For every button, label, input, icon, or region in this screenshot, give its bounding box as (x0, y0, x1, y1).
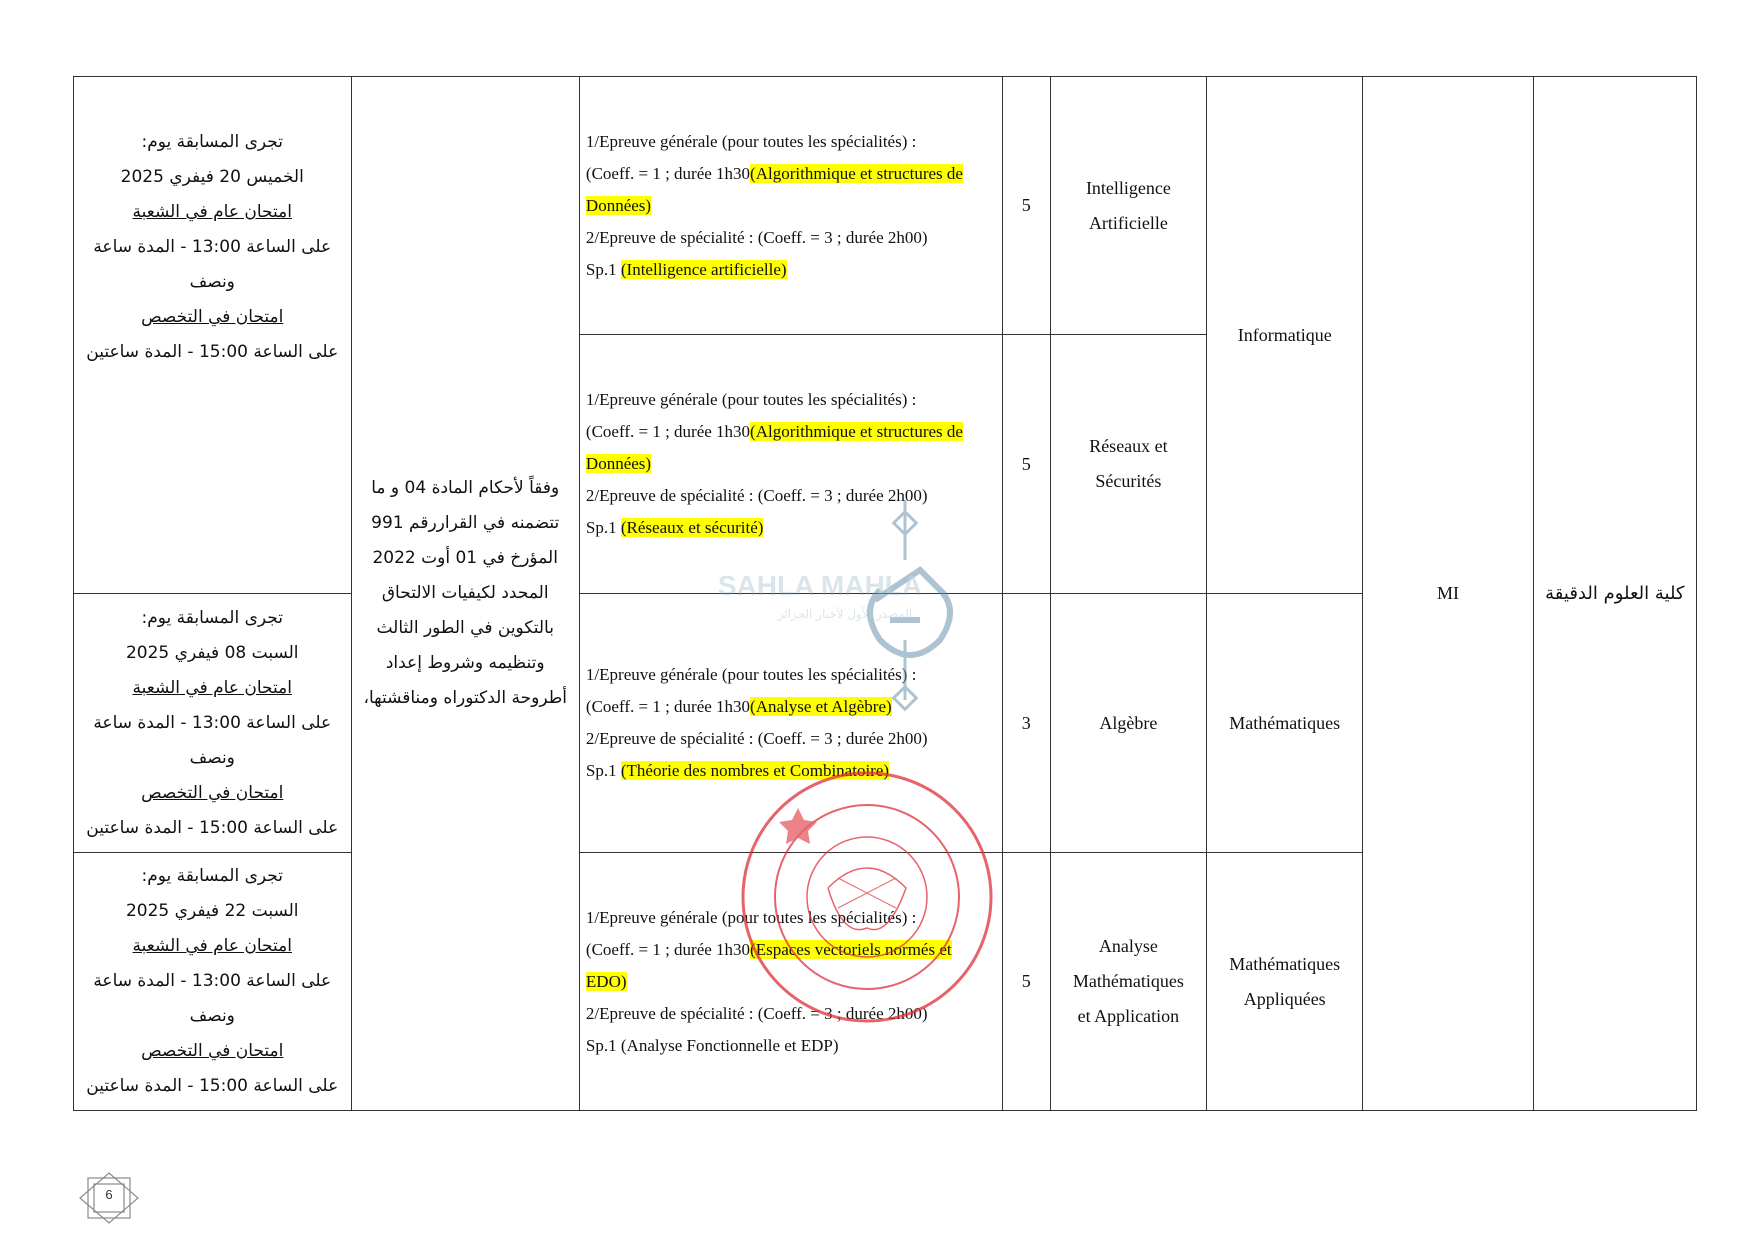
schedule-cell-2 (74, 594, 352, 853)
sp-topic-highlight: (Réseaux et sécurité) (620, 518, 764, 537)
general-exam-time: ونصف (189, 747, 235, 768)
places-count: 3 (1002, 594, 1050, 853)
specialty-exam-line: 2/Epreuve de spécialité : (Coeff. = 3 ; durée 2h00) (585, 486, 928, 505)
legal-basis-line: أطروحة الدكتوراه ومناقشتها، (363, 688, 567, 708)
domain-cell: MI (1363, 77, 1533, 1111)
sp-line: Sp.1 (Théorie des nombres et Combinatoire) (585, 761, 890, 780)
schedule-line: تجرى المسابقة يوم: (141, 607, 283, 628)
faculty-cell: كلية العلوم الدقيقة (1533, 77, 1696, 1111)
places-count: 5 (1002, 335, 1050, 594)
specialty-name: Réseaux et Sécurités (1050, 335, 1206, 594)
specialty-exam-time: على الساعة 15:00 - المدة ساعتين (86, 817, 339, 838)
specialty-name: Intelligence Artificielle (1050, 77, 1206, 335)
general-exam-line: 1/Epreuve générale (pour toutes les spécialités) : (585, 907, 917, 927)
general-exam-title: امتحان عام في الشعبة (132, 936, 292, 956)
legal-basis-line: المحدد لكيفيات الالتحاق (381, 583, 549, 603)
coeff-line: (Coeff. = 1 ; durée 1h30(Espaces vectoriels normés et EDO) (585, 939, 952, 991)
watermark-subtext: المصدر الأول لأخبار الجزائر (777, 607, 913, 621)
schedule-line: تجرى المسابقة يوم: (141, 866, 283, 886)
general-exam-time: على الساعة 13:00 - المدة ساعة (93, 712, 332, 733)
legal-basis-line: المؤرخ في 01 أوت 2022 (372, 548, 558, 568)
general-exam-time: ونصف (189, 272, 235, 292)
sp-topic: (Analyse Fonctionnelle et EDP) (620, 1035, 839, 1055)
field-name-mathematiques: Mathématiques (1207, 594, 1363, 853)
specialty-name: Analyse Mathématiques et Application (1050, 853, 1206, 1111)
specialty-exam-title: امتحان في التخصص (141, 782, 284, 803)
sp-topic-highlight: (Théorie des nombres et Combinatoire) (620, 761, 890, 780)
doctoral-competition-table (73, 76, 1697, 1111)
places-count: 5 (1002, 77, 1050, 335)
legal-basis-cell (351, 77, 579, 1111)
legal-basis-line: وتنظيمه وشروط إعداد (385, 653, 545, 673)
specialty-exam-title: امتحان في التخصص (141, 307, 284, 327)
places-count: 5 (1002, 853, 1050, 1111)
sp-topic-highlight: (Intelligence artificielle) (620, 259, 787, 279)
general-exam-title: امتحان عام في الشعبة (132, 677, 292, 698)
watermark-text: SAHLA MAHLA (717, 570, 923, 601)
specialty-exam-time: على الساعة 15:00 - المدة ساعتين (86, 1076, 339, 1096)
specialty-exam-line: 2/Epreuve de spécialité : (Coeff. = 3 ; durée 2h00) (585, 227, 928, 247)
exam-description-1 (579, 77, 1002, 335)
schedule-cell-1 (74, 77, 352, 594)
sp-line: Sp.1 (Intelligence artificielle) (585, 259, 787, 279)
general-exam-line: 1/Epreuve générale (pour toutes les spécialités) : (585, 131, 917, 151)
general-exam-time: على الساعة 13:00 - المدة ساعة (93, 971, 332, 991)
exam-description-4 (579, 853, 1002, 1111)
exam-topic-highlight: (Analyse et Algèbre) (750, 697, 892, 716)
page-number-badge (78, 1172, 140, 1224)
general-exam-line: 1/Epreuve générale (pour toutes les spécialités) : (585, 665, 917, 684)
coeff-line: (Coeff. = 1 ; durée 1h30(Analyse et Algèbre) (585, 697, 892, 716)
coeff-line: (Coeff. = 1 ; durée 1h30(Algorithmique et structures de Données) (585, 163, 963, 215)
exam-topic-highlight: (Algorithmique et structures de Données) (585, 422, 963, 473)
field-name-math-appliquees: Mathématiques Appliquées (1207, 853, 1363, 1111)
specialty-exam-line: 2/Epreuve de spécialité : (Coeff. = 3 ; durée 2h00) (585, 729, 928, 748)
specialty-exam-title: امتحان في التخصص (141, 1041, 284, 1061)
legal-basis-line: تتضمنه في القراررقم 991 (371, 513, 560, 533)
exam-topic-highlight: (Espaces vectoriels normés et EDO) (585, 939, 952, 991)
general-exam-title: امتحان عام في الشعبة (132, 202, 292, 222)
schedule-cell-3 (74, 853, 352, 1111)
field-name-informatique: Informatique (1207, 77, 1363, 594)
schedule-line: تجرى المسابقة يوم: (141, 132, 283, 152)
exam-description-2 (579, 335, 1002, 594)
general-exam-line: 1/Epreuve générale (pour toutes les spécialités) : (585, 390, 917, 409)
specialty-name: Algèbre (1050, 594, 1206, 853)
schedule-date: الخميس 20 فيفري 2025 (120, 167, 304, 187)
specialty-exam-line: 2/Epreuve de spécialité : (Coeff. = 3 ; durée 2h00) (585, 1003, 928, 1023)
exam-topic-highlight: (Algorithmique et structures de Données) (585, 163, 963, 215)
page-number: 6 (105, 1187, 113, 1202)
sp-line: Sp.1 (Analyse Fonctionnelle et EDP) (585, 1035, 839, 1055)
exam-description-3 (579, 594, 1002, 853)
legal-basis-line: بالتكوين في الطور الثالث (376, 618, 554, 638)
legal-basis-line: وفقاً لأحكام المادة 04 و ما (371, 478, 560, 498)
schedule-date: السبت 22 فيفري 2025 (125, 901, 299, 921)
schedule-date: السبت 08 فيفري 2025 (125, 642, 299, 663)
general-exam-time: ونصف (189, 1006, 235, 1026)
general-exam-time: على الساعة 13:00 - المدة ساعة (93, 237, 332, 257)
coeff-line: (Coeff. = 1 ; durée 1h30(Algorithmique et structures de Données) (585, 422, 963, 473)
sp-line: Sp.1 (Réseaux et sécurité) (585, 518, 764, 537)
specialty-exam-time: على الساعة 15:00 - المدة ساعتين (86, 342, 339, 362)
